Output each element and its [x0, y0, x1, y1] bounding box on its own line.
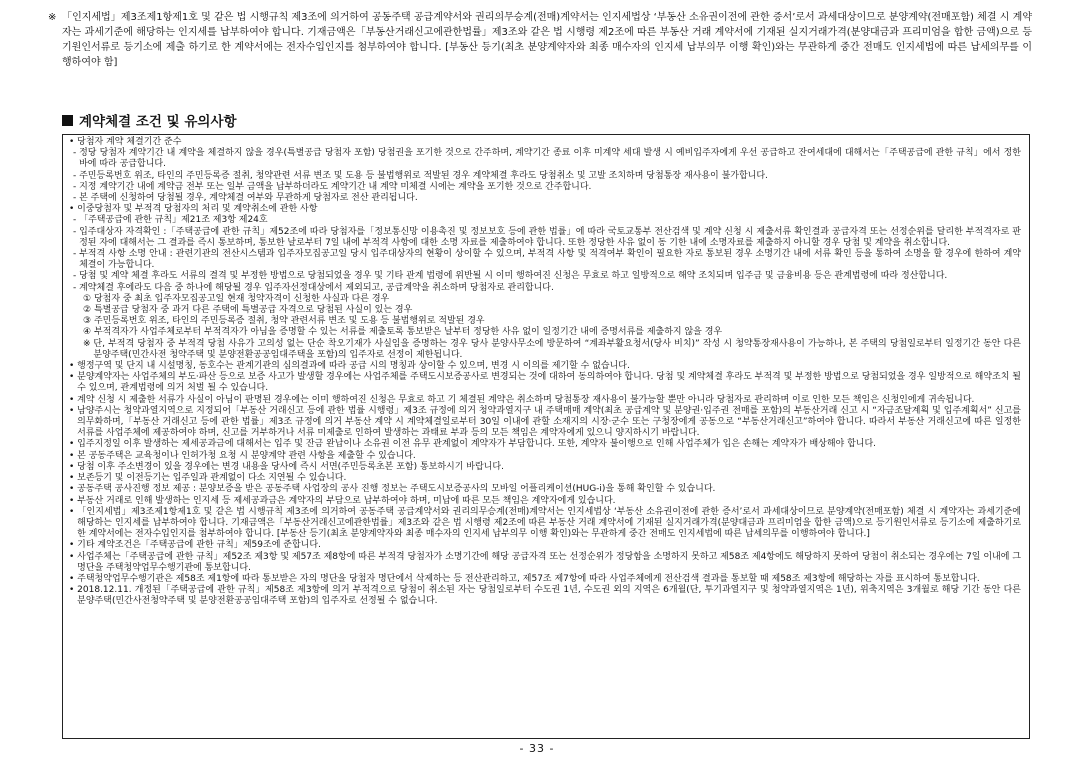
item-marker: -	[73, 193, 80, 204]
item-marker: -	[73, 282, 80, 293]
item-text: 2018.12.11. 개정된「주택공급에 관한 규칙」제58조 제3항에 의거 부적격으로 당첨이 취소된 자는 당첨일로부터 수도권 1년, 수도권 외의 지역은 6개월(단, 투기과열지구 및 청약과열지역은 1년), 위축지역은 3개월로 해당 기간 동안 다른 분양주택(민간사전청약주택 및 분양전환공공임대주택 포함)의 입주자로 선정될 수 없습니다.	[77, 585, 1021, 607]
condition-item	[69, 540, 1021, 551]
item-text: 보존등기 및 이전등기는 입주일과 관계없이 다소 지연될 수 있습니다.	[77, 473, 347, 484]
item-text: 계약체결 후에라도 다음 중 하나에 해당될 경우 입주자선정대상에서 제외되고, 공급계약을 취소하며 당첨자로 관리합니다.	[79, 282, 554, 293]
intro-notice	[48, 10, 1032, 70]
intro-text: 「인지세법」제3조제1항제1호 및 같은 법 시행규칙 제3조에 의거하여 공동주택 공급계약서와 권리의무승계(전매)계약서는 인지세법상 ‘부동산 소유권이전에 관한 증서’로서 과세대상이므로 분양계약(전매포함) 체결 시 계약자는 과세기준에 해당하는 인지세를 납부하여야 합니다. 기재금액은「부동산거래신고에관한법률」제3조와 같은 법 시행령 제2조에 따른 부동산 거래 계약서에 기재된 실지거래가격(분양대금과 프리미엄을 합한 금액)으로 등기원인서류로 등기소에 제출 하기로 한 계약서에는 전자수입인지를 첨부하여야 합니다. [부동산 등기(최초 분양계약자와 최종 매수자의 인지세 납부의무 이행 확인)와는 무관하게 중간 전매도 인지세법에 따른 납세의무를 이행하여야 함]	[62, 12, 1032, 68]
item-text: 입주대상자 자격확인 :「주택공급에 관한 규칙」제52조에 따라 당첨자를「정보통신망 이용촉진 및 정보보호 등에 관한 법률」에 따라 국토교통부 전산검색 및 계약 신청 시 제출서류 확인결과 공급자격 또는 선정순위를 달리한 부적격자로 판정된 자에 대해서는 그 결과를 즉시 통보하며, 통보한 날로부터 7일 내에 부적격 사항에 대한 소명 자료를 제출하여야 합니다. 또한 정당한 사유 없이 동 기한 내에 소명자료를 제출하지 아니할 경우 당첨 및 계약을 취소합니다.	[79, 226, 1021, 248]
section-title: 계약체결 조건 및 유의사항	[79, 114, 237, 130]
item-text: 주택청약업무수행기관은 제58조 제1항에 따라 통보받은 자의 명단을 당첨자 명단에서 삭제하는 등 전산관리하고, 제57조 제7항에 따라 사업주체에게 전산검색 결과를 통보할 때 제58조 제3항에 해당하는 자를 표시하여 통보합니다.	[77, 573, 980, 584]
item-marker: •	[69, 495, 78, 506]
item-marker: -	[73, 226, 80, 237]
condition-item	[69, 473, 1021, 484]
item-marker: •	[69, 461, 78, 472]
item-marker: •	[69, 585, 78, 596]
condition-item	[69, 507, 1021, 541]
item-text: 입주지정일 이후 발생하는 제세공과금에 대해서는 입주 및 잔금 완납이나 소유권 이전 유무 관계없이 계약자가 부담합니다. 또한, 계약자 불이행으로 인해 사업주체가 입은 손해는 계약자가 배상해야 합니다.	[77, 439, 877, 450]
condition-item	[69, 227, 1021, 249]
square-bullet-icon	[62, 115, 73, 126]
condition-item	[69, 406, 1021, 440]
reference-mark: ※	[48, 12, 57, 23]
item-marker: •	[69, 372, 78, 383]
condition-item	[69, 339, 1021, 361]
condition-item	[69, 204, 1021, 215]
condition-item	[69, 585, 1021, 607]
item-marker: •	[69, 484, 78, 495]
condition-item	[69, 361, 1021, 372]
item-text: 주민등록번호 위조, 타인의 주민등록증 절취, 청약 관련서류 변조 및 도용 등 불법행위로 적발된 경우	[93, 316, 485, 327]
condition-item	[69, 215, 1021, 226]
condition-item	[69, 327, 1021, 338]
item-text: 당첨자 계약 체결기간 준수	[77, 137, 182, 147]
item-marker: -	[73, 148, 80, 159]
item-text: 당첨 및 계약 체결 후라도 서류의 결격 및 부정한 방법으로 당첨되었을 경우 및 기타 관계 법령에 위반될 시 이미 행하여진 신청은 무효로 하고 일방적으로 해약 조치되며 입주금 및 금융비용 등은 관계법령에 따라 정산합니다.	[79, 271, 948, 282]
condition-item	[69, 148, 1021, 170]
section-heading	[62, 110, 237, 130]
condition-item	[69, 451, 1021, 462]
item-text: 「인지세법」제3조제1항제1호 및 같은 법 시행규칙 제3조에 의거하여 공동주택 공급계약서와 권리의무승계(전매)계약서는 인지세법상 ‘부동산 소유권이전에 관한 증서’로서 과세대상이므로 분양계약(전매포함) 체결 시 계약자는 과세기준에 해당하는 인지세를 납부하여야 합니다. 기재금액은「부동산거래신고에관한법률」제3조와 같은 법 시행령 제2조에 따른 부동산 거래 계약서에 기재된 실지거래가격(분양대금과 프리미엄을 합한 금액)으로 등기원인서류로 등기소에 제출하기로 한 계약서에는 전자수입인지를 첨부하여야 합니다. [부동산 등기(최초 분양계약자와 최종 매수자의 인지세 납부의무 이행 확인)와는 무관하게 중간 전매도 인지세법에 따른 납세의무를 이행하여야 합니다.]	[77, 506, 1021, 540]
item-marker: -	[73, 170, 80, 181]
item-marker: •	[69, 540, 78, 551]
item-text: 부적격 사항 소명 안내 : 관련기관의 전산시스템과 입주자모집공고일 당시 입주대상자의 현황이 상이할 수 있으며, 부적격 사항 및 적격여부 확인이 필요한 자로 통보된 경우 소명기간 내에 서류 확인 등을 통하여 소명을 할 경우에 한하여 계약 체결이 가능합니다.	[79, 249, 1021, 271]
item-text: 사업주체는「주택공급에 관한 규칙」제52조 제3항 및 제57조 제8항에 따른 부적격 당첨자가 소명기간에 해당 공급자격 또는 선정순위가 정당함을 소명하지 못하고 제58조 제4항에도 해당하지 못하여 당첨이 취소되는 경우에는 7일 이내에 그 명단을 주택청약업무수행기관에 통보합니다.	[77, 551, 1021, 573]
page-number: - 33 -	[519, 742, 555, 755]
item-marker: •	[69, 361, 78, 372]
item-marker: •	[69, 551, 78, 562]
condition-item	[69, 372, 1021, 394]
item-marker: -	[73, 181, 80, 192]
item-marker: •	[69, 473, 78, 484]
item-marker: ①	[83, 293, 94, 304]
condition-item	[69, 439, 1021, 450]
item-marker: •	[69, 573, 78, 584]
condition-item	[69, 395, 1021, 406]
item-text: 본 주택에 신청하여 당첨될 경우, 계약체결 여부와 무관하게 당첨자로 전산 관리됩니다.	[79, 193, 418, 204]
condition-item	[69, 462, 1021, 473]
item-text: 「주택공급에 관한 규칙」제21조 제3항 제24호	[79, 215, 268, 226]
item-text: 계약 신청 시 제출한 서류가 사실이 아님이 판명된 경우에는 이미 행하여진 신청은 무효로 하고 기 체결된 계약은 취소하며 당첨통장 재사용이 불가능할 뿐만 아니라 당첨자로 관리하며 이로 인한 모든 책임은 신청인에게 귀속됩니다.	[77, 394, 975, 405]
item-marker: •	[69, 405, 78, 416]
condition-item	[69, 193, 1021, 204]
item-marker: ※	[83, 338, 94, 349]
item-text: 부동산 거래로 인해 발생하는 인지세 등 제세공과금은 계약자의 부담으로 납부하여야 하며, 미납에 따른 모든 책임은 계약자에게 있습니다.	[77, 495, 616, 506]
item-text: 주민등록번호 위조, 타인의 주민등록증 절취, 청약관련 서류 변조 및 도용 등 불법행위로 적발된 경우 계약체결 후라도 당첨취소 및 고발 조치하며 당첨통장 재사용이 불가합니다.	[79, 170, 768, 181]
condition-item	[69, 305, 1021, 316]
conditions-box	[62, 134, 1030, 739]
item-marker: •	[69, 506, 78, 517]
item-marker: ③	[83, 316, 94, 327]
condition-item	[69, 484, 1021, 495]
condition-item	[69, 496, 1021, 507]
item-text: 본 공동주택은 교육청이나 인허가청 요청 시 분양계약 관련 사항을 제출할 수 있습니다.	[77, 450, 416, 461]
item-marker: -	[73, 249, 80, 260]
condition-item	[69, 552, 1021, 574]
condition-item	[69, 171, 1021, 182]
item-text: 특별공급 당첨자 중 과거 다른 주택에 특별공급 자격으로 당첨된 사실이 있는 경우	[93, 305, 413, 316]
condition-item	[69, 283, 1021, 294]
item-marker: •	[69, 450, 78, 461]
item-text: 기타 계약조건은「주택공급에 관한 규칙」제59조에 준합니다.	[77, 540, 321, 551]
item-text: 지정 계약기간 내에 계약금 전부 또는 일부 금액을 납부하더라도 계약기간 내 계약 미체결 시에는 계약을 포기한 것으로 간주합니다.	[79, 181, 592, 192]
item-text: 공동주택 공사진행 정보 제공 : 분양보증을 받은 공동주택 사업장의 공사 진행 정보는 주택도시보증공사의 모바일 어플리케이션(HUG-i)을 통해 확인할 수 있습니다.	[77, 484, 716, 495]
item-marker: ④	[83, 327, 94, 338]
item-marker: -	[73, 215, 80, 226]
item-text: 당첨자 중 최초 입주자모집공고일 현재 청약자격이 신청한 사실과 다른 경우	[93, 293, 390, 304]
condition-item	[69, 316, 1021, 327]
item-text: 단, 부적격 당첨자 중 부적격 당첨 사유가 고의성 없는 단순 착오기재가 사실임을 증명하는 경우 당사 분양사무소에 방문하여 “계좌부활요청서(당사 비치)” 작성 시 청약통장재사용이 가능하나, 본 주택의 당첨일로부터 일정기간 동안 다른 분양주택(민간사전 청약주택 및 분양전환공공임대주택을 포함)의 입주자로 선정이 제한됩니다.	[93, 338, 1021, 360]
condition-item	[69, 137, 1021, 148]
condition-item	[69, 249, 1021, 271]
item-marker: •	[69, 137, 78, 147]
item-marker: •	[69, 204, 78, 215]
item-text: 남양주시는 청약과열지역으로 지정되어「부동산 거래신고 등에 관한 법률 시행령」제3조 규정에 의거 청약과열지구 내 주택매매 계약(최초 공급계약 및 분양권·입주권 전매를 포함)의 부동산거래 신고 시 “자금조달계획 및 입주계획서” 신고를 의무화하며,「부동산 거래신고 등에 관한 법률」제3조 규정에 의거 부동산 계약 시 계약체결일로부터 30일 이내에 관할 소재지의 시장·군수 또는 구청장에게 공동으로 “부동산거래신고”하여야 합니다. 따라서 부동산 거래신고에 따른 일정한 서류를 사업주체에 제공하여야 하며, 신고를 거부하거나 서류 미제출로 인하여 발생하는 과태료 부과 등의 모든 책임은 계약자에게 있으니 양지하시기 바랍니다.	[77, 405, 1021, 439]
item-text: 당첨 이후 주소변경이 있을 경우에는 변경 내용을 당사에 즉시 서면(주민등록초본 포함) 통보하시기 바랍니다.	[77, 461, 504, 472]
item-marker: -	[73, 271, 80, 282]
condition-item	[69, 574, 1021, 585]
item-text: 부적격자가 사업주체로부터 부적격자가 아님을 증명할 수 있는 서류를 제출토록 통보받은 날부터 정당한 사유 없이 일정기간 내에 증명서류를 제출하지 않을 경우	[93, 327, 723, 338]
item-marker: •	[69, 439, 78, 450]
condition-item	[69, 182, 1021, 193]
item-text: 이중당첨자 및 부적격 당첨자의 처리 및 계약취소에 관한 사항	[77, 204, 318, 215]
item-marker: •	[69, 394, 78, 405]
item-text: 정당 당첨자 계약기간 내 계약을 체결하지 않을 경우(특별공급 당첨자 포함) 당첨권을 포기한 것으로 간주하며, 계약기간 종료 이후 미계약 세대 발생 시 예비입주자에게 우선 공급하고 잔여세대에 대해서는「주택공급에 관한 규칙」에서 정한 바에 따라 공급합니다.	[79, 148, 1021, 170]
item-text: 행정구역 및 단지 내 시설명칭, 동호수는 관계기관의 심의결과에 따라 공급 시의 명칭과 상이할 수 있으며, 변경 시 이의를 제기할 수 없습니다.	[77, 361, 630, 372]
item-marker: ②	[83, 305, 94, 316]
item-text: 분양계약자는 사업주체의 부도·파산 등으로 보증 사고가 발생할 경우에는 사업주체를 주택도시보증공사로 변경되는 것에 대하여 동의하여야 합니다. 당첨 및 계약체결 후라도 부적격 및 부정한 방법으로 당첨되었을 경우 일방적으로 해약조치 될 수 있으며, 관계법령에 의거 처벌 될 수 있습니다.	[77, 372, 1021, 394]
condition-item	[69, 271, 1021, 282]
condition-item	[69, 294, 1021, 305]
